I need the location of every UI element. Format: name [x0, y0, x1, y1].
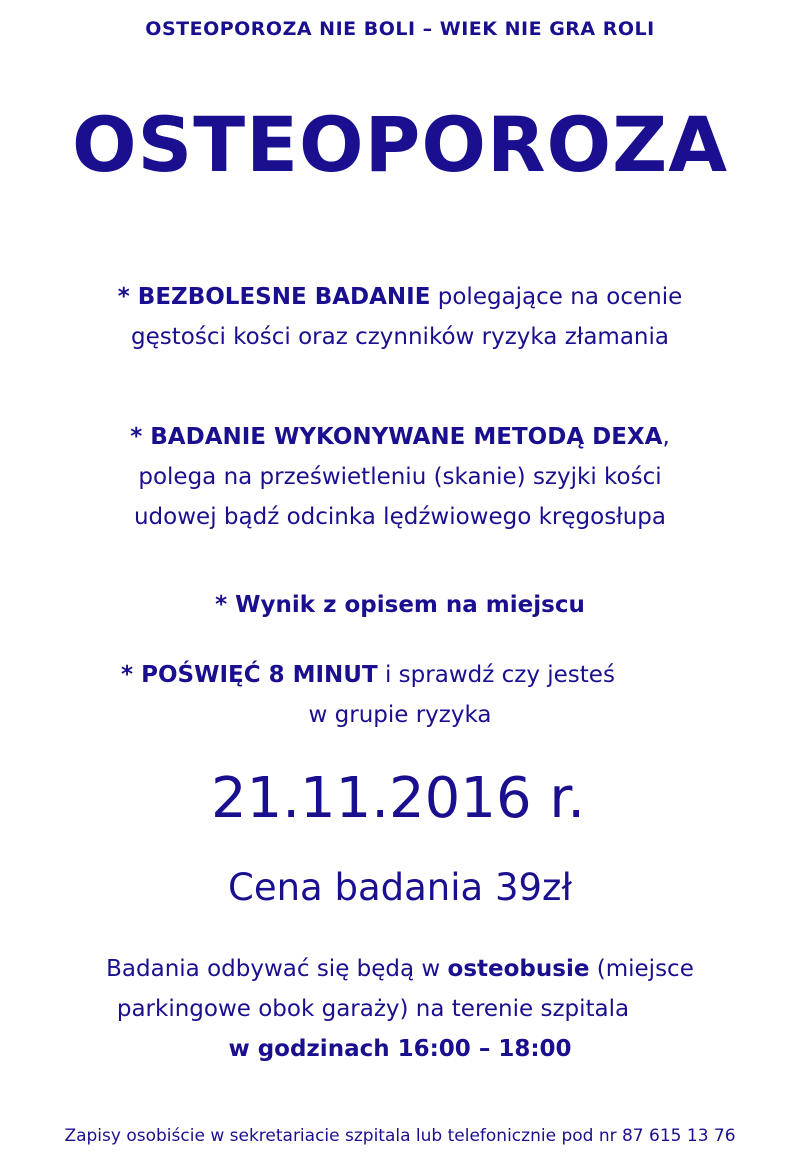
registration-footer: Zapisy osobiście w sekretariacie szpitala lub telefonicznie pod nr 87 615 13 76: [64, 1126, 736, 1146]
point-1-rest: polegające na ocenie: [430, 284, 683, 310]
point-4-line-2: w grupie ryzyka: [308, 702, 492, 728]
point-4-bullet: *: [121, 662, 142, 688]
point-2-bullet: *: [130, 424, 151, 450]
point-4-rest: i sprawdź czy jesteś: [377, 662, 615, 688]
point-1-bold: BEZBOLESNE BADANIE: [137, 284, 431, 310]
point-3: * Wynik z opisem na miejscu: [215, 592, 585, 618]
point-1-bullet: *: [117, 284, 138, 310]
point-2-line-1: [0, 424, 800, 450]
point-1-line-1: [0, 284, 800, 310]
point-2-line-2: polega na prześwietleniu (skanie) szyjki kości: [138, 464, 662, 490]
point-2-bold: BADANIE WYKONYWANE METODĄ DEXA: [150, 424, 663, 450]
exam-price: Cena badania 39zł: [228, 866, 572, 909]
point-4-line-1: [0, 662, 768, 688]
point-4-bold: POŚWIĘĆ 8 MINUT: [141, 662, 378, 688]
location-hours: w godzinach 16:00 – 18:00: [228, 1036, 572, 1062]
location-start: Badania odbywać się będą w: [106, 956, 448, 982]
location-line-1: [0, 956, 800, 982]
poster-title: OSTEOPOROZA: [71, 100, 729, 189]
event-date: 21.11.2016 r.: [210, 766, 586, 831]
location-end: (miejsce: [589, 956, 694, 982]
point-2-line-3: udowej bądź odcinka lędźwiowego kręgosłupa: [133, 504, 666, 530]
point-2-rest: ,: [662, 424, 670, 450]
poster-header: OSTEOPOROZA NIE BOLI – WIEK NIE GRA ROLI: [145, 18, 655, 40]
point-1-line-2: gęstości kości oraz czynników ryzyka złamania: [131, 324, 669, 350]
location-bold: osteobusie: [447, 956, 590, 982]
location-line-2: parkingowe obok garaży) na terenie szpitala: [116, 996, 630, 1022]
